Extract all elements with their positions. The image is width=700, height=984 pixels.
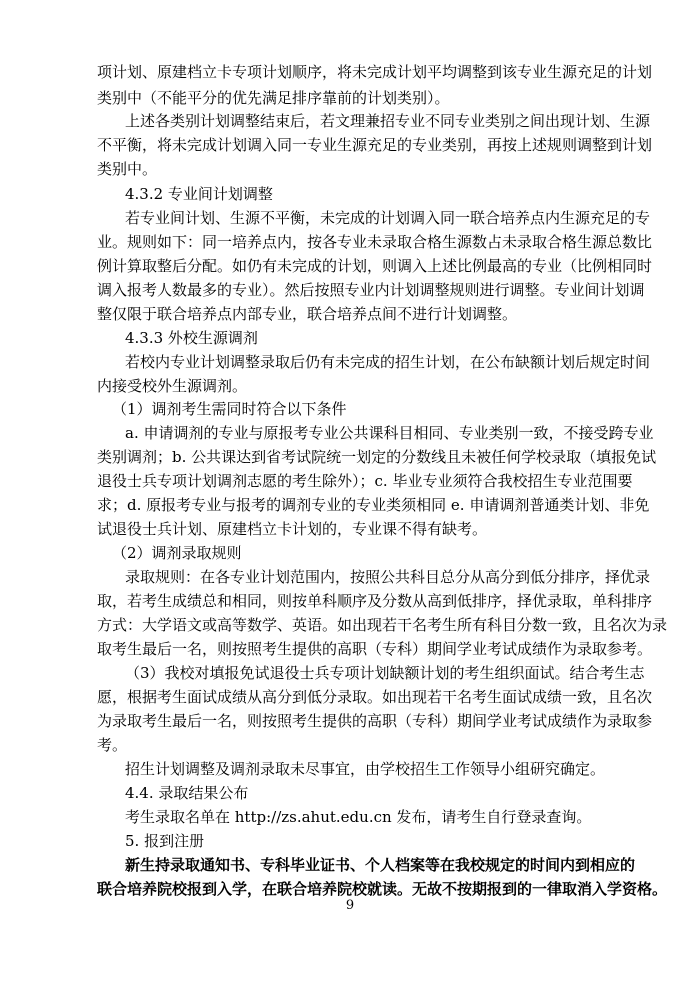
- text-line: 愿，根据考生面试成绩从高分到低分录取。如出现若干名考生面试成绩一致，且名次: [97, 688, 653, 706]
- text-line: 整仅限于联合培养点内部专业，联合培养点间不进行计划调整。: [97, 305, 518, 323]
- text-line: 若专业间计划、生源不平衡，未完成的计划调入同一联合培养点内生源充足的专: [125, 209, 651, 227]
- text-line: a. 申请调剂的专业与原报考专业公共课科目相同、专业类别一致，不接受跨专业: [125, 424, 654, 442]
- section-heading: 4.4. 录取结果公布: [125, 784, 249, 802]
- text-line: 若校内专业计划调整录取后仍有未完成的招生计划，在公布缺额计划后规定时间: [125, 353, 651, 371]
- text-line: 取考生最后一名，则按照考生提供的高职（专科）期间学业考试成绩作为录取参考。: [97, 640, 653, 658]
- text-line: （3）我校对填报免试退役士兵专项计划缺额计划的考生组织面试。结合考生志: [125, 664, 645, 682]
- text-line: 项计划、原建档立卡专项计划顺序，将未完成计划平均调整到该专业生源充足的计划: [97, 63, 653, 81]
- section-heading: 4.3.3 外校生源调剂: [125, 329, 258, 347]
- text-line: 不平衡，将未完成计划调入同一专业生源充足的专业类别，再按上述规则调整到计划: [97, 136, 653, 154]
- subsection-heading: （1）调剂考生需同时符合以下条件: [112, 400, 347, 418]
- text-line: 方式：大学语文或高等数学、英语。如出现若干名考生所有科目分数一致，且名次为录: [97, 616, 668, 634]
- text-line: 上述各类别计划调整结束后，若文理兼招专业不同专业类别之间出现计划、生源: [125, 112, 651, 130]
- bold-text-line: 联合培养院校报到入学，在联合培养院校就读。无故不按期报到的一律取消入学资格。: [97, 880, 668, 898]
- bold-text-line: 新生持录取通知书、专科毕业证书、个人档案等在我校规定的时间内到相应的: [125, 856, 636, 874]
- text-line: 考生录取名单在 http://zs.ahut.edu.cn 发布，请考生自行登录查询。: [125, 808, 592, 826]
- text-line: 考。: [97, 736, 128, 754]
- text-line: 试退役士兵计划、原建档立卡计划的，专业课不得有缺考。: [97, 520, 488, 538]
- text-line: 退役士兵专项计划调剂志愿的考生除外）；c. 毕业专业须符合我校招生专业范围要: [97, 472, 633, 490]
- section-heading: 4.3.2 专业间计划调整: [125, 185, 273, 203]
- text-line: 类别中（不能平分的优先满足排序靠前的计划类别）。: [97, 89, 450, 107]
- text-line: 为录取考生最后一名，则按照考生提供的高职（专科）期间学业考试成绩作为录取参: [97, 712, 653, 730]
- text-line: 招生计划调整及调剂录取未尽事宜，由学校招生工作领导小组研究确定。: [125, 760, 606, 778]
- text-line: 业。规则如下：同一培养点内，按各专业未录取合格生源数占未录取合格生源总数比: [97, 233, 653, 251]
- text-line: 内接受校外生源调剂。: [97, 377, 248, 395]
- text-line: 求；d. 原报考专业与报考的调剂专业的专业类须相同 e. 申请调剂普通类计划、非免: [97, 496, 650, 514]
- text-line: 取，若考生成绩总和相同，则按单科顺序及分数从高到低排序，择优录取，单科排序: [97, 592, 653, 610]
- section-heading: 5. 报到注册: [125, 832, 205, 850]
- subsection-heading: （2）调剂录取规则: [112, 544, 242, 562]
- text-line: 类别中。: [97, 160, 158, 178]
- text-line: 调入报考人数最多的专业）。然后按照专业内计划调整规则进行调整。专业间计划调: [97, 281, 645, 299]
- text-line: 类别调剂；b. 公共课达到省考试院统一划定的分数线且未被任何学校录取（填报免试: [97, 448, 657, 466]
- text-line: 录取规则：在各专业计划范围内，按照公共科目总分从高分到低分排序，择优录: [125, 568, 651, 586]
- page-number: 9: [345, 898, 355, 913]
- text-line: 例计算取整后分配。如仍有未完成的计划，则调入上述比例最高的专业（比例相同时: [97, 257, 653, 275]
